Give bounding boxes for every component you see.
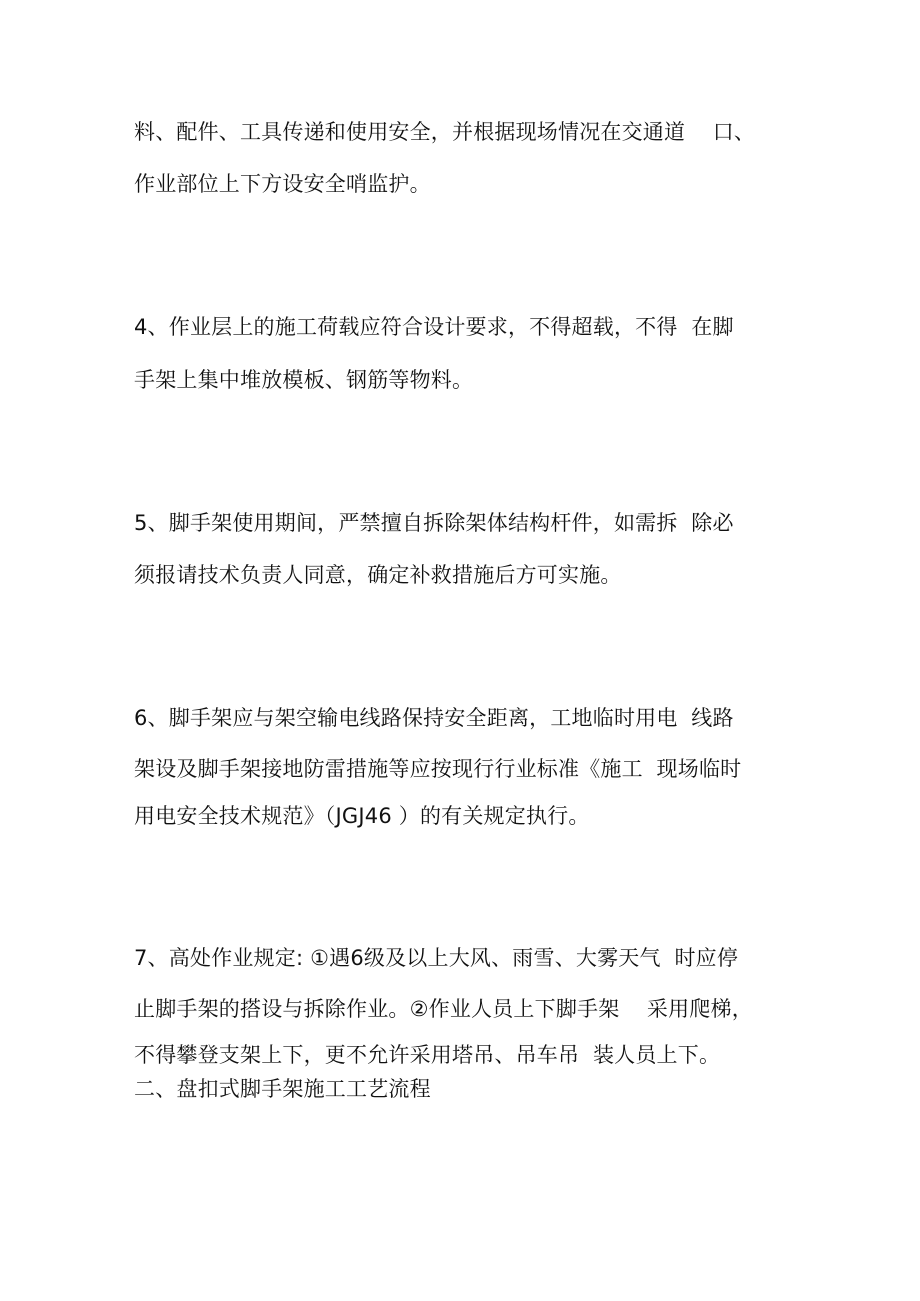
text-line: 不得攀登支架上下，更不允许采用塔吊、吊车吊 装人员上下。 — [134, 1043, 721, 1067]
text-line: 7、高处作业规定: ①遇6级及以上大风、雨雪、大雾天气 时应停 — [134, 946, 739, 970]
section-heading: 二、盘扣式脚手架施工工艺流程 — [134, 1077, 431, 1101]
text-line: 须报请技术负责人同意，确定补救措施后方可实施。 — [134, 563, 622, 587]
text-line: 止脚手架的搭设与拆除作业。②作业人员上下脚手架 采用爬梯， — [134, 997, 753, 1021]
text-line: 料、配件、工具传递和使用安全，并根据现场情况在交通道 口、 — [134, 120, 756, 144]
text-line: 作业部位上下方设安全哨监护。 — [134, 172, 431, 196]
text-line: 用电安全技术规范》（JGJ46 ）的有关规定执行。 — [134, 804, 590, 828]
text-line: 6、脚手架应与架空输电线路保持安全距离，工地临时用电 线路 — [134, 706, 734, 730]
text-line: 5、脚手架使用期间，严禁擅自拆除架体结构杆件，如需拆 除必 — [134, 511, 734, 535]
text-line: 4、作业层上的施工荷载应符合设计要求，不得超载，不得 在脚 — [134, 315, 734, 339]
text-line: 架设及脚手架接地防雷措施等应按现行行业标准《施工 现场临时 — [134, 757, 742, 781]
text-line: 手架上集中堆放模板、钢筋等物料。 — [134, 368, 474, 392]
